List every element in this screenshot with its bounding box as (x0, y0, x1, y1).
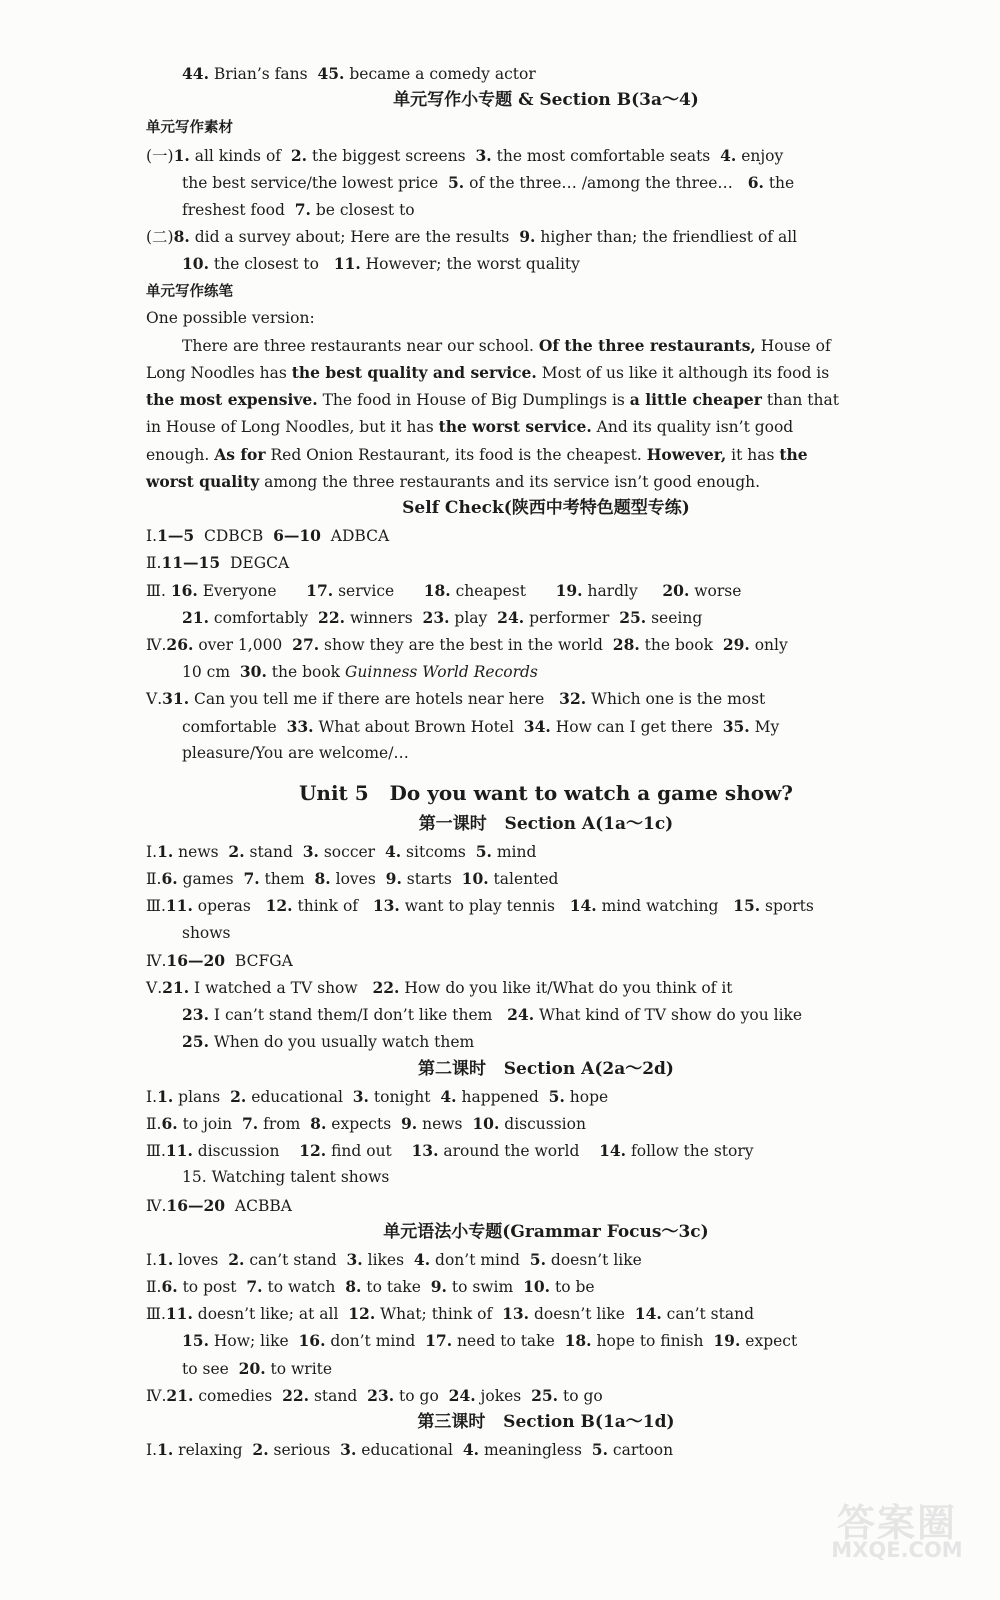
answer-line: 21. comfortably 22. winners 23. play 24. performer 25. seeing (182, 607, 703, 627)
answer-line: 44. Brian’s fans 45. became a comedy actor (182, 64, 536, 83)
answer-line: One possible version: (146, 308, 315, 327)
answer-line: 23. I can’t stand them/I don’t like them 24. What kind of TV show do you like (182, 1005, 803, 1025)
answer-line: Ⅳ.21. comedies 22. stand 23. to go 24. jokes 25. to go (146, 1385, 603, 1405)
answer-line: Ⅱ.11—15 DEGCA (146, 553, 290, 573)
section-heading: 第一课时 Section A(1a～1c) (418, 813, 674, 834)
answer-line: Ⅱ.6. games 7. them 8. loves 9. starts 10. talented (146, 869, 559, 889)
answer-line: 15. Watching talent shows (182, 1168, 390, 1187)
watermark-url: MXQE.COM (831, 1538, 963, 1563)
answer-line: There are three restaurants near our school. Of the three restaurants, House of (182, 335, 831, 355)
subheading: 单元写作练笔 (146, 282, 233, 300)
answer-line: Ⅴ.31. Can you tell me if there are hotels near here 32. Which one is the most (146, 689, 766, 709)
section-heading: 第二课时 Section A(2a～2d) (418, 1058, 674, 1079)
section-heading: 第三课时 Section B(1a～1d) (417, 1412, 675, 1432)
answer-line: comfortable 33. What about Brown Hotel 34. How can I get there 35. My (182, 716, 780, 736)
answer-line: Ⅰ.1—5 CDBCB 6—10 ADBCA (146, 526, 390, 546)
answer-line: Ⅰ.1. relaxing 2. serious 3. educational 4. meaningless 5. cartoon (146, 1440, 674, 1460)
watermark-text: 答案圈 (836, 1501, 957, 1545)
answer-line: Long Noodles has the best quality and service. Most of us like it although its food is (146, 363, 830, 383)
answer-key-page (146, 60, 946, 1463)
section-heading: 单元写作小专题 & Section B(3a～4) (393, 90, 699, 111)
answer-line: freshest food 7. be closest to (182, 199, 415, 219)
answer-line: (二)8. did a survey about; Here are the results 9. higher than; the friendliest of all (146, 227, 798, 247)
answer-line: Ⅳ.26. over 1,000 27. show they are the best in the world 28. the book 29. only (146, 634, 788, 654)
answer-line: Ⅲ.11. doesn’t like; at all 12. What; think of 13. doesn’t like 14. can’t stand (146, 1304, 754, 1324)
answer-line: the most expensive. The food in House of Big Dumplings is a little cheaper than that (146, 390, 839, 410)
answer-line: Ⅳ.16—20 ACBBA (146, 1195, 292, 1215)
answer-line: 10 cm 30. the book Guinness World Records (182, 662, 538, 682)
answer-line: Ⅴ.21. I watched a TV show 22. How do you like it/What do you think of it (146, 978, 733, 997)
section-heading: 单元语法小专题(Grammar Focus～3c) (383, 1221, 709, 1242)
answer-line: Ⅲ.11. operas 12. think of 13. want to play tennis 14. mind watching 15. sports (146, 896, 814, 916)
subheading: 单元写作素材 (146, 119, 233, 137)
watermark-logo (812, 1501, 982, 1590)
answer-line: Ⅰ.1. loves 2. can’t stand 3. likes 4. don’t mind 5. doesn’t like (146, 1249, 642, 1269)
answer-line: (一)1. all kinds of 2. the biggest screens 3. the most comfortable seats 4. enjoy (146, 145, 784, 165)
unit-heading: Unit 5 Do you want to watch a game show? (298, 780, 794, 805)
answer-line: in House of Long Noodles, but it has the worst service. And its quality isn’t good (146, 417, 794, 437)
answer-line: Ⅳ.16—20 BCFGA (146, 950, 293, 970)
answer-line: Ⅰ.1. news 2. stand 3. soccer 4. sitcoms 5. mind (146, 842, 537, 862)
answer-line: worst quality among the three restaurants and its service isn’t good enough. (146, 471, 761, 491)
answer-line: enough. As for Red Onion Restaurant, its food is the cheapest. However, it has the (146, 444, 808, 464)
answer-line: pleasure/You are welcome/… (182, 743, 409, 762)
answer-line: Ⅲ. 16. Everyone 17. service 18. cheapest 19. hardly 20. worse (146, 580, 742, 600)
answer-line: to see 20. to write (182, 1358, 333, 1378)
answer-line: Ⅱ.6. to join 7. from 8. expects 9. news 10. discussion (146, 1113, 586, 1133)
answer-line: 15. How; like 16. don’t mind 17. need to take 18. hope to finish 19. expect (182, 1331, 798, 1351)
answer-line: Ⅰ.1. plans 2. educational 3. tonight 4. happened 5. hope (146, 1086, 609, 1106)
answer-line: 10. the closest to 11. However; the worst quality (182, 254, 580, 274)
answer-line: the best service/the lowest price 5. of the three… /among the three… 6. the (182, 172, 795, 192)
answer-line: Ⅲ.11. discussion 12. find out 13. around the world 14. follow the story (146, 1141, 754, 1161)
answer-line: Ⅱ.6. to post 7. to watch 8. to take 9. to swim 10. to be (146, 1277, 595, 1297)
section-heading: Self Check(陕西中考特色题型专练) (402, 498, 690, 518)
answer-line: shows (182, 923, 231, 942)
answer-line: 25. When do you usually watch them (182, 1032, 475, 1052)
